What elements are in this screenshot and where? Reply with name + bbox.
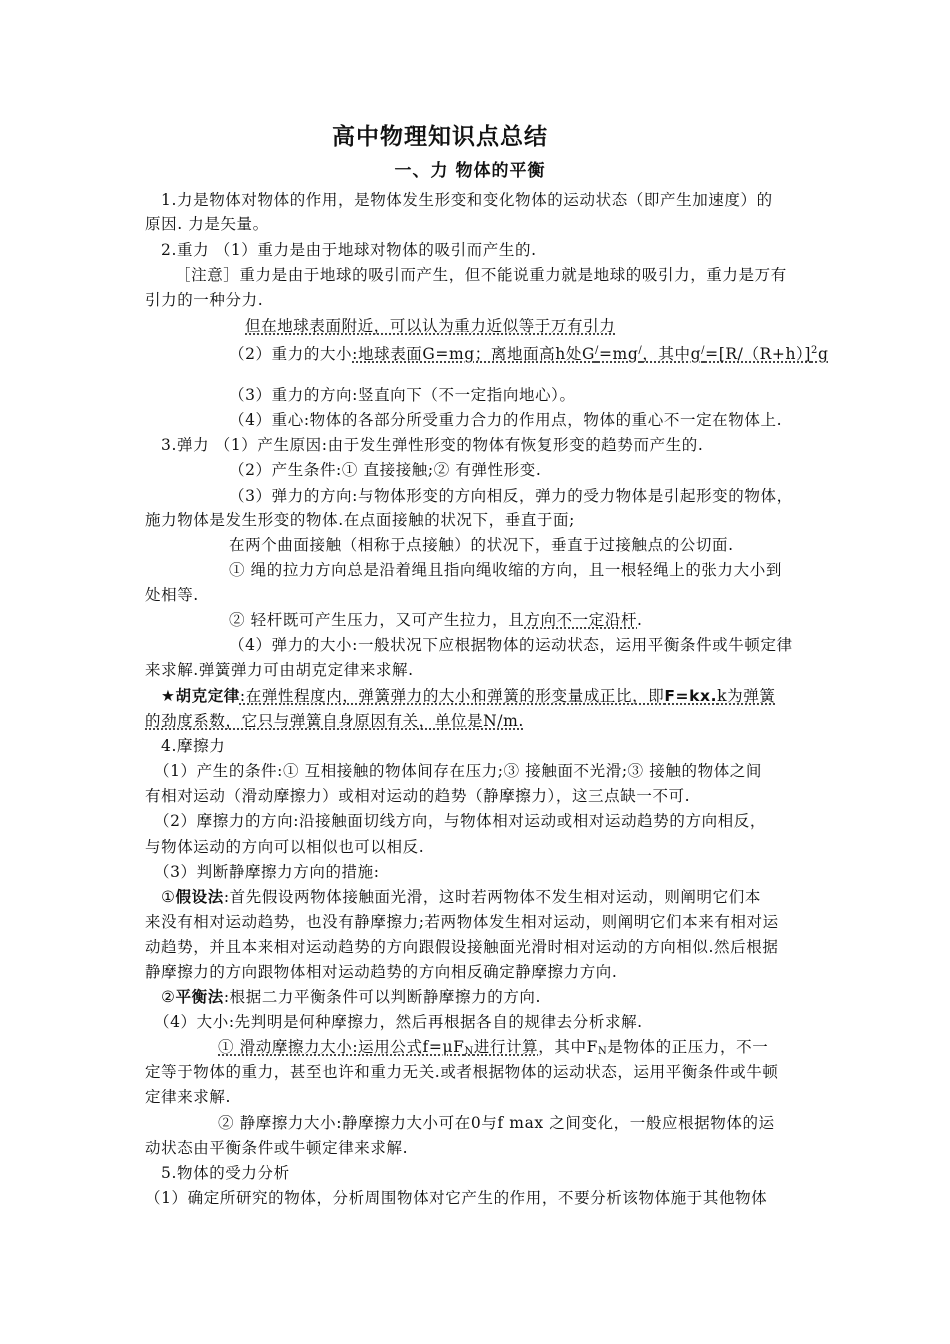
text-span: ，其中g [642,345,702,363]
text-line: 但在地球表面附近，可以认为重力近似等于万有引力 [245,317,616,335]
text-line: 的劲度系数，它只与弹簧自身原因有关，单位是N/m. [145,712,524,730]
text-span: :地球表面G=mg；离地面高h处G [352,345,595,363]
formula-span [218,1038,538,1056]
text-line: 定律来求解. [145,1088,232,1106]
text-span: :根据二力平衡条件可以判断静摩擦力的方向. [223,988,542,1006]
text-line: （2）摩擦力的方向:沿接触面切线方向，与物体相对运动或相对运动趋势的方向相反， [154,812,766,830]
text-line: 施力物体是发生形变的物体.在点面接触的状况下，垂直于面; [145,511,575,529]
text-line: 定等于物体的重力，甚至也许和重力无关.或者根据物体的运动状态，运用平衡条件或牛顿 [145,1063,779,1081]
subscript: N [464,1046,474,1057]
section-heading: 一、力 物体的平衡 [394,161,546,181]
method-label: 平衡法 [175,988,224,1006]
text-line: 来没有相对运动趋势，也没有静摩擦力;若两物体发生相对运动，则阐明它们本来有相对运 [145,913,779,931]
text-span: k为弹簧 [717,687,776,705]
text-line: （3）判断静摩擦力方向的措施: [154,863,380,881]
text-line: 4.摩擦力 [161,737,226,755]
text-line [229,608,809,632]
text-span: ，其中F [538,1038,598,1056]
text-line [161,985,809,1009]
text-line: （4）弹力的大小:一般状况下应根据物体的运动状态，运用平衡条件或牛顿定律 [229,636,793,654]
text-line [161,684,809,708]
prime-mark: / [594,345,599,356]
text-line: （3）弹力的方向:与物体形变的方向相反，弹力的受力物体是引起形变的物体， [229,487,793,505]
text-line: ① 绳的拉力方向总是沿着绳且指向绳收缩的方向，且一根轻绳上的张力大小到 [229,561,782,579]
text-span: :首先假设两物体接触面光滑，这时若两物体不发生相对运动，则阐明它们本 [223,888,761,906]
text-line: ② 静摩擦力大小:静摩擦力大小可在0与f max 之间变化，一般应根据物体的运 [218,1114,775,1132]
document-title: 高中物理知识点总结 [332,124,548,150]
text-line: 与物体运动的方向可以相似也可以相反. [145,838,425,856]
prime-mark: / [701,345,706,356]
text-line: 原因. 力是矢量。 [145,215,269,233]
prime-mark: / [638,345,643,356]
text-span: 进行计算 [473,1038,539,1056]
text-line: 1.力是物体对物体的作用，是物体发生形变和变化物体的运动状态（即产生加速度）的 [161,191,773,209]
text-line: （4）重心:物体的各部分所受重力合力的作用点，物体的重心不一定在物体上. [229,411,783,429]
text-span: . [637,611,643,629]
text-line: 引力的一种分力. [145,291,264,309]
text-span: ② [161,988,176,1006]
text-line: 在两个曲面接触（相称于点接触）的状况下，垂直于过接触点的公切面. [229,536,734,554]
text-line [161,885,809,909]
text-line: （2）产生条件:① 直接接触;② 有弹性形变. [229,461,542,479]
text-span: =mg [598,345,639,363]
text-line: 5.物体的受力分析 [161,1164,290,1182]
text-line: 处相等. [145,586,199,604]
formula-line [229,339,829,366]
text-line: （1）产生的条件:① 互相接触的物体间存在压力;③ 接触面不光滑;③ 接触的物体之间 [154,762,763,780]
text-line: 静摩擦力的方向跟物体相对运动趋势的方向相反确定静摩擦力方向. [145,963,618,981]
text-line: 动状态由平衡条件或牛顿定律来求解. [145,1139,409,1157]
text-span: :在弹性程度内，弹簧弹力的大小和弹簧的形变量成正比，即 [239,687,665,705]
text-span: （2）重力的大小 [229,345,353,363]
formula-span: F=kx. [664,687,718,705]
text-span: =[R/（R+h）] [705,345,812,363]
text-span: ① 滑动摩擦力大小:运用公式f=μF [218,1038,465,1056]
method-label: 假设法 [175,888,224,906]
text-line: 来求解.弹簧弹力可由胡克定律来求解. [145,661,414,679]
text-line: （4）大小:先判明是何种摩擦力，然后再根据各自的规律去分析求解. [154,1013,643,1031]
hooke-law-label: ★胡克定律 [161,687,240,705]
text-line: ［注意］重力是由于地球的吸引而产生，但不能说重力就是地球的吸引力，重力是万有 [175,266,787,284]
formula-span [352,345,828,363]
exponent: 2 [811,345,818,356]
text-line: 动趋势，并且本来相对运动趋势的方向跟假设接触面光滑时相对运动的方向相似.然后根据 [145,938,779,956]
text-line: （3）重力的方向:竖直向下（不一定指向地心）。 [229,386,576,404]
text-span: 是物体的正压力，不一 [607,1038,769,1056]
text-line: （1）确定所研究的物体，分析周围物体对它产生的作用，不要分析该物体施于其他物体 [145,1189,768,1207]
text-line: 2.重力 （1）重力是由于地球对物体的吸引而产生的. [161,241,537,259]
text-span: ② 轻杆既可产生压力，又可产生拉力，且 [229,611,525,629]
text-line: 3.弹力 （1）产生原因:由于发生弹性形变的物体有恢复形变的趋势而产生的. [161,436,704,454]
text-line: 有相对运动（滑动摩擦力）或相对运动的趋势（静摩擦力），这三点缺一不可. [145,787,691,805]
emphasis-span: 方向不一定沿杆 [524,611,638,629]
subscript: N [597,1046,608,1057]
text-span: g [818,345,829,363]
text-span: ① [161,888,176,906]
